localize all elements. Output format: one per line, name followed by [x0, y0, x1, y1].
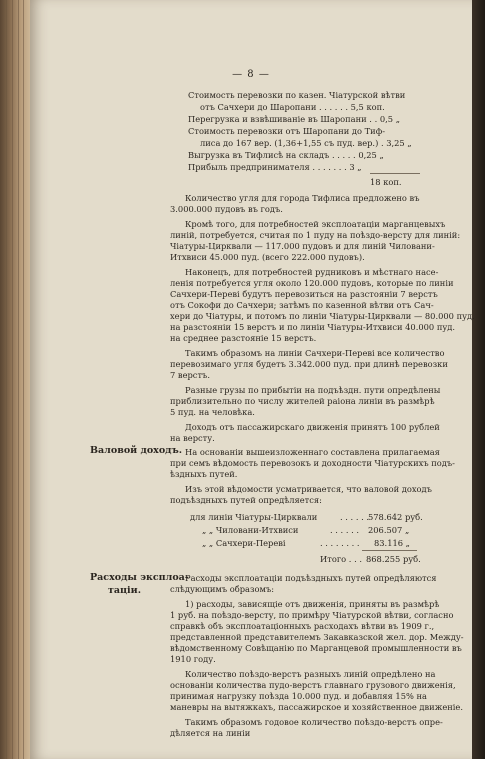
income-line-label: для линiи Чiатуры-Цирквали — [190, 512, 318, 522]
text-line: при семъ вѣдомость перевозокъ и доходности Чiатурскихъ подъ- — [170, 458, 455, 468]
section-heading-expenses-cont: тацiи. — [108, 585, 142, 596]
text-line: 3.000.000 пудовъ въ годъ. — [170, 204, 283, 214]
text-line: справкѣ объ эксплоатацiонныхъ расходахъ вѣтви въ 1909 г., — [170, 621, 435, 631]
text-line: Такимъ образомъ годовое количество поѣздо-верстъ опре- — [185, 717, 443, 727]
sum-rule — [362, 550, 417, 551]
cost-row: отъ Сачхери до Шаропани . . . . . . 5,5 коп. — [200, 102, 385, 112]
income-line-amount: 83.116 „ — [374, 538, 410, 548]
text-line: слѣдующимъ образомъ: — [170, 584, 275, 594]
text-line: Разные грузы по прибытiи на подъѣздн. пути опредѣлены — [185, 385, 441, 395]
text-line: Чiатуры-Цирквали — 117.000 пудовъ и для линiй Чиловани- — [170, 241, 435, 251]
text-line: хери до Чiатуры, и потомъ по линiи Чiатуры-Цирквали — 80.000 пуд. — [170, 311, 475, 321]
income-line-amount: 206.507 „ — [368, 525, 410, 535]
text-line: ленiя потребуется угля около 120.000 пудовъ, которые по линiи — [170, 278, 454, 288]
text-line: Доходъ отъ пассажирскаго движенiя принятъ 100 рублей — [185, 422, 440, 432]
text-line: Сачхери-Перевi будутъ перевозиться на разстоянiи 7 верстъ — [170, 289, 438, 299]
text-line: на разстоянiи 15 верстъ и по линiи Чiатуры-Итхвиси 40.000 пуд. — [170, 322, 455, 332]
cost-row: Стоимость перевозки отъ Шаропани до Тиф- — [188, 126, 386, 136]
text-line: на версту. — [170, 433, 215, 443]
income-line-label: „ „ Сачхери-Перевi — [202, 538, 286, 548]
page-number: — 8 — — [232, 69, 270, 80]
cost-row: Выгрузка въ Тифлисѣ на складъ . . . . . 0,25 „ — [188, 150, 384, 160]
book-spine — [0, 0, 30, 759]
document-page — [30, 0, 475, 759]
text-line: на среднее разстоянiе 15 верстъ. — [170, 333, 317, 343]
text-line: Изъ этой вѣдомости усматривается, что валовой доходъ — [185, 484, 432, 494]
income-line-dots: . . . . . . — [330, 525, 360, 535]
income-total-label: Итого . . . — [320, 554, 362, 564]
text-line: основанiи количества пудо-верстъ главнаго грузового движенiя, — [170, 680, 456, 690]
text-line: 7 верстъ. — [170, 370, 210, 380]
income-line-amount: 578.642 руб. — [368, 512, 423, 522]
text-line: Количество угля для города Тифлиса предложено въ — [185, 193, 420, 203]
text-line: 1 руб. на поѣздо-версту, по примѣру Чiатурской вѣтви, согласно — [170, 610, 454, 620]
income-line-dots: . . . . . . . . — [320, 538, 360, 548]
income-line-dots: . . . . . . — [340, 512, 370, 522]
text-line: На основанiи вышеизложеннаго составлена прилагаемая — [185, 447, 440, 457]
text-line: подъѣздныхъ путей опредѣляется: — [170, 495, 322, 505]
cost-total: 18 коп. — [370, 177, 402, 187]
text-line: маневры на вытяжкахъ, пассажирское и хозяйственное движенiе. — [170, 702, 463, 712]
text-line: Такимъ образомъ на линiи Сачхери-Перевi все количество — [185, 348, 445, 358]
text-line: 1910 году. — [170, 654, 216, 664]
cost-row: лиса до 167 вер. (1,36+1,55 съ пуд. вер.) . 3,25 „ — [200, 138, 412, 148]
sum-rule — [370, 173, 420, 174]
text-line: вѣдомственному Совѣщанiю по Марганцевой промышленности въ — [170, 643, 462, 653]
text-line: принимая нагрузку поѣзда 10.000 пуд. и добавляя 15% на — [170, 691, 427, 701]
text-line: 1) расходы, зависящiе отъ движенiя, приняты въ размѣрѣ — [185, 599, 440, 609]
text-line: ѣздныхъ путей. — [170, 469, 238, 479]
text-line: дѣляется на линiи — [170, 728, 251, 738]
income-total-amount: 868.255 руб. — [366, 554, 421, 564]
text-line: 5 пуд. на человѣка. — [170, 407, 255, 417]
text-line: Итхвиси 45.000 пуд. (всего 222.000 пудовъ). — [170, 252, 365, 262]
text-line: отъ Сокофи до Сачхери; затѣмъ по казенной вѣтви отъ Сач- — [170, 300, 434, 310]
text-line: представленной представителемъ Закавказской жел. дор. Между- — [170, 632, 464, 642]
income-line-label: „ „ Чиловани-Итхвиси — [202, 525, 299, 535]
cost-row: Перегрузка и взвѣшиванiе въ Шаропани . . 0,5 „ — [188, 114, 400, 124]
text-line: перевозимаго угля будетъ 3.342.000 пуд. при длинѣ перевозки — [170, 359, 448, 369]
text-line: линiй, потребуется, считая по 1 пуду на поѣздо-версту для линiй: — [170, 230, 461, 240]
text-line: Количество поѣздо-верстъ разныхъ линiй опредѣлено на — [185, 669, 436, 679]
cost-row: Прибыль предпринимателя . . . . . . . 3 „ — [188, 162, 362, 172]
text-line: Наконецъ, для потребностей рудниковъ и мѣстнаго насе- — [185, 267, 439, 277]
right-edge — [472, 0, 485, 759]
cost-row: Стоимость перевозки по казен. Чiатурской вѣтви — [188, 90, 406, 100]
text-line: Расходы эксплоатацiи подъѣздныхъ путей опредѣляются — [185, 573, 437, 583]
text-line: Кромѣ того, для потребностей эксплоатацiи марганцевыхъ — [185, 219, 446, 229]
section-heading-gross-income: Валовой доходъ. — [90, 445, 183, 456]
text-line: приблизительно по числу жителей раiона линiи въ размѣрѣ — [170, 396, 435, 406]
section-heading-expenses: Расходы эксплоа- — [90, 572, 189, 583]
